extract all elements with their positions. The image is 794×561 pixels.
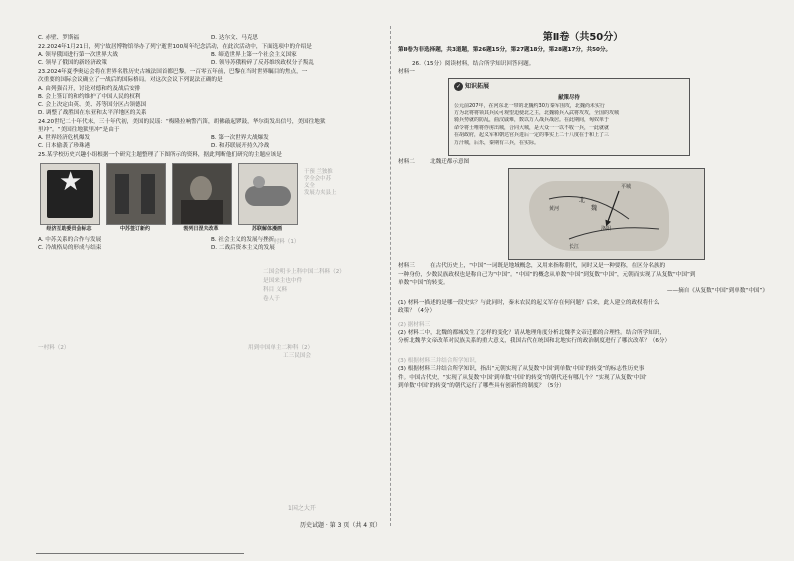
option-c: C. 赤壁、罗斯福 — [38, 35, 80, 41]
image-caption: 经济互助委员会标志 — [46, 226, 92, 233]
q21-options — [38, 34, 384, 42]
lightbulb-icon: ✓ — [455, 83, 462, 91]
question-25 — [38, 151, 384, 251]
box-line: 万汗城，后乐，秦期有三兵，在实际。 — [454, 139, 540, 146]
relocation-map — [508, 168, 705, 260]
option-c: C. 领导了俄国的新经济政策 — [38, 60, 107, 67]
question-line: 件。中国古代史，“实现了从复数‘中国’到单数‘中国’的转变”的朝代还有哪几个？“实现了从复数‘中国’ — [398, 374, 647, 381]
sub-question-3 — [398, 365, 768, 389]
material2-label: 材料二 — [398, 159, 415, 166]
faded-line: 卷人于 — [263, 295, 280, 302]
right-column — [398, 34, 768, 390]
box-line: 在胡政府，起义军和朝达官兵进后一定的事实上二十八度在于和上了三 — [454, 132, 610, 139]
box-line: 命令将士唯将俘虏出城，合同大城，是大众一一以不收一兵，一此就就 — [454, 124, 610, 131]
option-d: D. 领导苏俄粉碎了反苏维埃政权分子叛乱 — [211, 60, 314, 67]
option-b: B. 第一次世界大战爆发 — [211, 135, 269, 142]
bottom-rule — [36, 553, 244, 554]
material1-label: 材料一 — [398, 69, 415, 76]
image-caption: 勃列日涅夫改革 — [183, 226, 219, 233]
question-line: (1) 材料一描述的是哪一段史实？与此同时，秦末农民的起义军存在何问题？后来，此人建立的政权将什么 — [398, 299, 660, 306]
faded-line: 二国会明卡上科中国二科料（2） — [263, 268, 345, 275]
faded-line: 干预 兰独推 — [304, 169, 333, 176]
option-d: D. 和苏联展开持久冷战 — [211, 143, 270, 150]
map-label: 平城 — [621, 184, 632, 191]
option-a: A. 中苏关系的合作与发展 — [38, 236, 102, 243]
image-caption: 苏联解体漫画 — [251, 226, 282, 233]
faded-line: 义全 — [304, 183, 315, 190]
question-22 — [38, 43, 384, 67]
question-24 — [38, 118, 384, 150]
image-caption: 中苏签订新约 — [119, 226, 150, 233]
question-line: (3) 根据材料三并结合所学知识，指出“元朝实现了从复数‘中国’到单数‘中国’的转变”的标志性历史事 — [398, 366, 645, 373]
faded-bottom-text: 1国之大开 — [288, 505, 316, 512]
faded-line: 用到中国单主二种科（2） — [248, 344, 314, 351]
option-a: A. 由列强召开，讨论对德和约及战后安排 — [38, 85, 141, 92]
map-label: 洛阳 — [601, 226, 612, 233]
question-line: 分析北魏孝文帝改革对民族关系的重大意义，我国古代在统国和北地实行的政治制度进行了哪次改革？（6分） — [398, 338, 671, 345]
question-line: 到单数‘中国’的转变”的朝代运行了哪些具有创新性的制度？（5分） — [398, 382, 565, 389]
option-a: A. 领导俄国进行第一次世界大战 — [38, 52, 119, 59]
box-title: 知识拓展 — [465, 83, 490, 91]
stem-line: 24.20世纪二十年代末，三十年代初，美国的民谣：“梅隆拉响警汽笛，胡佛敲起锣鼓，华尔街发出信号，美国往地狱 — [38, 118, 326, 125]
brezhnev-photo — [172, 163, 232, 225]
option-c: C. 会上决定由英、美、苏等国分区占领德国 — [38, 101, 147, 108]
map-label: 黄河 — [549, 206, 560, 213]
option-d: D. 达尔文、马克思 — [211, 35, 259, 41]
stem-line: 次重要的国际会议确立了一战后的国际格局。对这次会议下列说法正确的是 — [38, 77, 223, 84]
map-label: 北 — [579, 197, 586, 205]
left-column — [38, 34, 384, 360]
map-label: 魏 — [591, 205, 598, 213]
faded-line: 学全会中苏 — [304, 176, 331, 183]
material3-line: 在古代历史上，“中国”一词既是地域概念，又用来指称朝代，同时又是一种要称，在区分名族的 — [430, 263, 666, 270]
faded-line: 是国来主也中件 — [263, 277, 303, 284]
option-d: D. 二战后资本主义的发展 — [211, 244, 275, 251]
faded-bleed-row — [38, 344, 384, 352]
image-strip — [38, 159, 298, 235]
faded-note: 一村料（1） — [268, 238, 300, 245]
box-line: 公元前207年，在河东北一带的北魏约30万秦军围攻，北魏尚未实行 — [454, 102, 605, 109]
faded-line: 工三民国会 — [283, 352, 311, 359]
option-a: A. 世界经济危机爆发 — [38, 135, 91, 142]
faded-q2-label: (2) 据材料三 — [398, 322, 431, 329]
question-line: (2) 材料二中，北魏的都城发生了怎样的变化？请从地理角度分析北魏孝文帝迁都的合理性。结合所学知识， — [398, 330, 666, 337]
section-info: 第Ⅱ卷为非选择题，共3道题，第26题15分，第27题18分，第28题17分，共50分。 — [398, 47, 612, 54]
stem-line: 23.2024年夏季奥运会将在世界名胜历史古城法国首都巴黎。一百零五年前，巴黎在当时世界瞩目的焦点，一 — [38, 69, 308, 76]
faded-notes — [304, 169, 336, 235]
box-line: 方为北将将领其兵民可观望迫使北之主，北魏骑兵入武将攻攻，全国的攻城 — [454, 109, 620, 116]
faded-q3-label: (3) 根据材料三并结合所学知识， — [398, 358, 481, 365]
faded-line: 发展力夹县上 — [304, 190, 337, 197]
option-c: C. 冷战格局的形成与结束 — [38, 244, 102, 251]
page-footer: 历史试题 · 第 3 页（共 4 页） — [300, 522, 381, 529]
cartoon-image — [238, 163, 298, 225]
box-subtitle: 献策尽待 — [558, 95, 580, 102]
cmea-flag-image — [40, 163, 100, 225]
material3-label: 材料三 — [398, 263, 415, 270]
stem-line: 25.某学校历史兴趣小组根据一个研究主题整理了下图所示的资料，据此判断他们研究的主题应该是 — [38, 152, 282, 159]
option-b: B. 缔造世界上第一个社会主义国家 — [211, 52, 297, 59]
option-b: B. 社会主义的发展与挫折 — [211, 236, 275, 243]
faded-line: 科目 义料 — [263, 286, 288, 293]
option-c: C. 日本偷袭了珍珠港 — [38, 143, 91, 150]
page-divider — [390, 26, 391, 526]
material3-line: 一种身份，少数民族政权也是称自己为“中国”。“中国”的概念从单数“中国”到复数“中国”，元朝而实现了从复数“中国”到 — [398, 271, 696, 278]
material3 — [398, 262, 768, 270]
box-line: 骑兵势就的防乱，曲汉戚难，数以万人战兵战居。在此期间，匈奴单于 — [454, 117, 610, 124]
option-b: B. 会上签订的和约维护了中国人民的权利 — [38, 93, 141, 100]
faded-bleed-block — [263, 268, 384, 304]
sub-question-1 — [398, 299, 768, 315]
sub-question-2 — [398, 329, 768, 345]
stem-line: 22.2024年1月21日，列宁故居博物馆举办了列宁逝世100周年纪念活动，在此次活动中，下面选项中的介绍是 — [38, 44, 312, 51]
map-routes — [509, 169, 704, 259]
section-title: 第Ⅱ卷（共50分） — [542, 32, 624, 43]
knowledge-box — [448, 78, 690, 156]
option-d: D. 调整了战胜国在东亚和太平洋地区的关系 — [38, 109, 147, 116]
material2-title: 北魏迁都示意图 — [430, 159, 470, 166]
material3-source: ——摘自《从复数“中国”到单数“中国”》 — [666, 287, 768, 294]
treaty-photo — [106, 163, 166, 225]
map-label: 长江 — [569, 244, 580, 251]
material3-line: 单数“中国”的转变。 — [398, 279, 449, 286]
question-23 — [38, 68, 384, 117]
stem-line: 里冲”。“美国往地狱里冲”是由于 — [38, 127, 120, 134]
q26-heading: 26.（15分）阅读材料，结合所学知识回答问题。 — [412, 61, 535, 68]
faded-line: 一村料（2） — [38, 344, 70, 351]
question-line: 政策？（4分） — [398, 307, 436, 314]
